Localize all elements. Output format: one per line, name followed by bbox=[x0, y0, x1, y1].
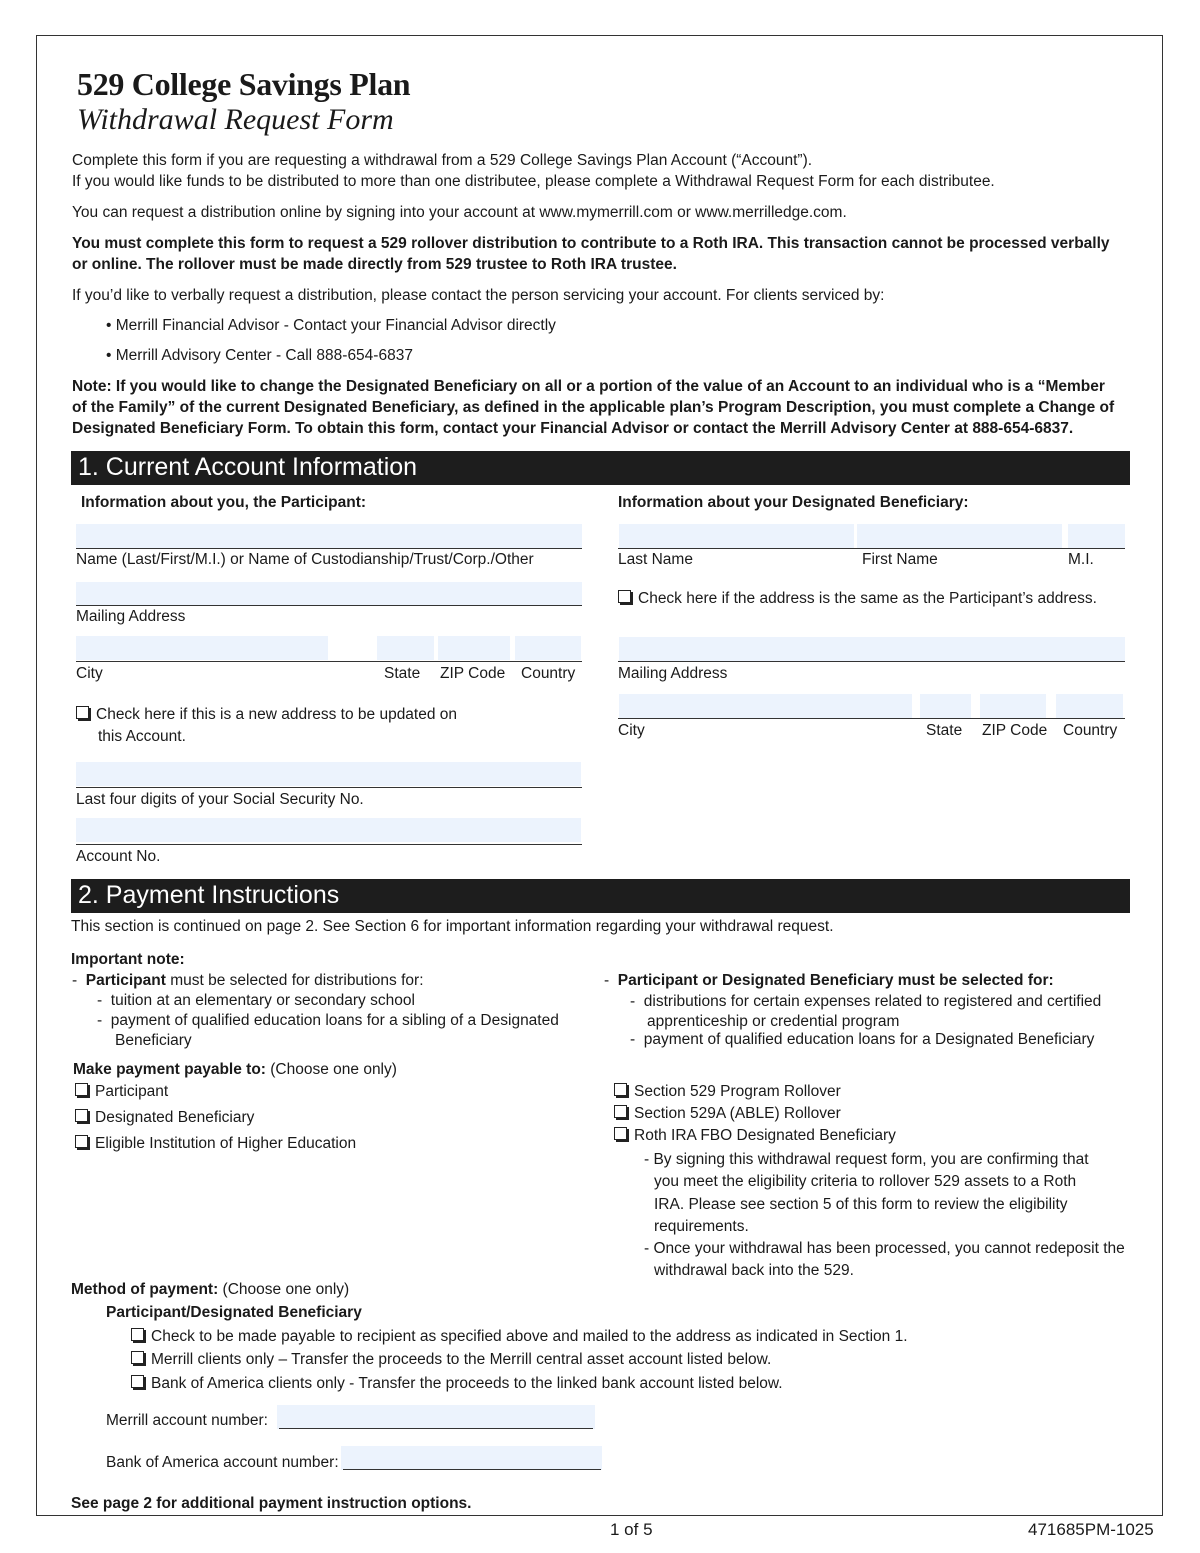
method-subheading: Participant/Designated Beneficiary bbox=[106, 1304, 362, 1321]
ssn-last-four-input[interactable] bbox=[76, 762, 581, 786]
section-1-heading: 1. Current Account Information bbox=[71, 451, 1130, 485]
merrill-account-label: Merrill account number: bbox=[106, 1412, 268, 1429]
intro-paragraph-4: If you’d like to verbally request a distribution, please contact the person servicing your account. For clients serviced by: bbox=[72, 287, 885, 304]
intro-paragraph-1: Complete this form if you are requesting a withdrawal from a 529 College Savings Plan Account (“Account”). If you would like funds to be distributed to more than one distributee, please complete a Withdrawal Request Form for each distributee. bbox=[72, 152, 995, 190]
payable-option-roth-ira: Roth IRA FBO Designated Beneficiary bbox=[614, 1127, 896, 1145]
beneficiary-first-name-input[interactable] bbox=[857, 524, 1062, 548]
section-2-continued-note: This section is continued on page 2. See Section 6 for important information regarding your withdrawal request. bbox=[71, 918, 834, 935]
new-address-option: Check here if this is a new address to be updated on this Account. bbox=[76, 704, 457, 748]
roth-ira-eligibility-note: - By signing this withdrawal request form, you are confirming that you meet the eligibility criteria to rollover 529 assets to a Roth IRA. Please see section 5 of this form to review the eligibility requirements. - Once your withdrawal has been processed, you cannot redeposit the withdrawal back into the 529. bbox=[644, 1151, 1125, 1280]
payable-participant-checkbox[interactable] bbox=[75, 1083, 88, 1096]
participant-name-input[interactable] bbox=[76, 524, 582, 548]
page-number: 1 of 5 bbox=[610, 1520, 653, 1539]
beneficiary-mailing-address-label: Mailing Address bbox=[618, 665, 728, 682]
participant-state-input[interactable] bbox=[377, 636, 434, 660]
payable-to-heading: Make payment payable to: (Choose one only) bbox=[73, 1061, 397, 1078]
payable-option-beneficiary: Designated Beneficiary bbox=[75, 1109, 254, 1127]
participant-state-label: State bbox=[384, 665, 421, 682]
method-option-boa: Bank of America clients only - Transfer the proceeds to the linked bank account listed below. bbox=[131, 1375, 783, 1393]
participant-zip-label: ZIP Code bbox=[440, 665, 506, 682]
payable-option-participant: Participant bbox=[75, 1083, 168, 1101]
bullet-advisory-center: • Merrill Advisory Center - Call 888-654-6837 bbox=[106, 347, 413, 364]
form-subtitle: Withdrawal Request Form bbox=[77, 103, 394, 136]
same-address-checkbox[interactable] bbox=[618, 590, 631, 603]
method-merrill-checkbox[interactable] bbox=[131, 1351, 144, 1364]
method-option-merrill: Merrill clients only – Transfer the proceeds to the Merrill central asset account listed below. bbox=[131, 1351, 771, 1369]
intro-paragraph-2: You can request a distribution online by signing into your account at www.mymerrill.com or www.merrilledge.com. bbox=[72, 204, 847, 221]
beneficiary-change-note: Note: If you would like to change the Designated Beneficiary on all or a portion of the value of an Account to an individual who is a “Member of the Family” of the current Designated Beneficiary, as defined in the applicable plan’s Program Description, you must complete a Change of Designated Beneficiary Form. To obtain this form, contact your Financial Advisor or contact the Merrill Advisory Center at 888-654-6837. bbox=[72, 378, 1115, 437]
beneficiary-heading: Information about your Designated Beneficiary: bbox=[618, 494, 969, 511]
participant-required-note: - Participant must be selected for distributions for: bbox=[72, 972, 424, 989]
participant-note-item-2: - payment of qualified education loans for a sibling of a Designated Beneficiary bbox=[97, 1012, 559, 1049]
account-number-input[interactable] bbox=[76, 818, 581, 842]
see-page-2-note: See page 2 for additional payment instruction options. bbox=[71, 1495, 472, 1512]
beneficiary-mi-label: M.I. bbox=[1068, 551, 1094, 568]
beneficiary-zip-label: ZIP Code bbox=[982, 722, 1048, 739]
payable-option-529-rollover: Section 529 Program Rollover bbox=[614, 1083, 841, 1101]
beneficiary-country-label: Country bbox=[1063, 722, 1118, 739]
payable-beneficiary-checkbox[interactable] bbox=[75, 1109, 88, 1122]
beneficiary-city-input[interactable] bbox=[619, 694, 912, 718]
participant-mailing-address-input[interactable] bbox=[76, 582, 582, 606]
beneficiary-state-input[interactable] bbox=[920, 694, 971, 718]
participant-name-label: Name (Last/First/M.I.) or Name of Custodianship/Trust/Corp./Other bbox=[76, 551, 534, 568]
form-code: 471685PM-1025 bbox=[1028, 1520, 1154, 1539]
method-boa-checkbox[interactable] bbox=[131, 1375, 144, 1388]
beneficiary-note-item-1: - distributions for certain expenses related to registered and certified apprenticeship or credential program bbox=[630, 993, 1102, 1030]
participant-country-input[interactable] bbox=[515, 636, 581, 660]
beneficiary-last-name-input[interactable] bbox=[619, 524, 854, 548]
payable-529-rollover-checkbox[interactable] bbox=[614, 1083, 627, 1096]
ssn-last-four-label: Last four digits of your Social Security No. bbox=[76, 791, 364, 808]
participant-country-label: Country bbox=[521, 665, 576, 682]
beneficiary-last-name-label: Last Name bbox=[618, 551, 693, 568]
section-2-heading: 2. Payment Instructions bbox=[71, 879, 1130, 913]
beneficiary-note-item-2: - payment of qualified education loans for a Designated Beneficiary bbox=[630, 1031, 1095, 1048]
beneficiary-city-label: City bbox=[618, 722, 645, 739]
boa-account-input[interactable] bbox=[341, 1446, 602, 1470]
bullet-financial-advisor: • Merrill Financial Advisor - Contact your Financial Advisor directly bbox=[106, 317, 556, 334]
beneficiary-first-name-label: First Name bbox=[862, 551, 938, 568]
participant-city-label: City bbox=[76, 665, 103, 682]
participant-zip-input[interactable] bbox=[438, 636, 510, 660]
beneficiary-zip-input[interactable] bbox=[980, 694, 1046, 718]
form-title: 529 College Savings Plan bbox=[77, 66, 411, 102]
participant-city-input[interactable] bbox=[76, 636, 328, 660]
method-option-check: Check to be made payable to recipient as specified above and mailed to the address as indicated in Section 1. bbox=[131, 1328, 908, 1346]
participant-mailing-address-label: Mailing Address bbox=[76, 608, 186, 625]
method-of-payment-heading: Method of payment: (Choose one only) bbox=[71, 1281, 350, 1298]
payable-institution-checkbox[interactable] bbox=[75, 1135, 88, 1148]
merrill-account-input[interactable] bbox=[277, 1405, 595, 1429]
method-check-checkbox[interactable] bbox=[131, 1328, 144, 1341]
payable-option-institution: Eligible Institution of Higher Education bbox=[75, 1135, 356, 1153]
rollover-notice: You must complete this form to request a 529 rollover distribution to contribute to a Roth IRA. This transaction cannot be processed verbally or online. The rollover must be made directly from 529 trustee to Roth IRA trustee. bbox=[72, 235, 1110, 273]
important-note-heading: Important note: bbox=[71, 951, 185, 968]
beneficiary-mi-input[interactable] bbox=[1068, 524, 1125, 548]
payable-able-rollover-checkbox[interactable] bbox=[614, 1105, 627, 1118]
participant-note-item-1: - tuition at an elementary or secondary school bbox=[97, 992, 415, 1009]
boa-account-label: Bank of America account number: bbox=[106, 1454, 339, 1471]
beneficiary-country-input[interactable] bbox=[1056, 694, 1123, 718]
payable-roth-ira-checkbox[interactable] bbox=[614, 1127, 627, 1140]
participant-heading: Information about you, the Participant: bbox=[81, 494, 367, 511]
same-address-option: Check here if the address is the same as the Participant’s address. bbox=[618, 590, 1097, 608]
new-address-checkbox[interactable] bbox=[76, 706, 89, 719]
payable-option-able-rollover: Section 529A (ABLE) Rollover bbox=[614, 1105, 841, 1123]
beneficiary-mailing-address-input[interactable] bbox=[619, 637, 1125, 661]
account-number-label: Account No. bbox=[76, 848, 161, 865]
participant-or-beneficiary-note: - Participant or Designated Beneficiary must be selected for: bbox=[604, 972, 1054, 989]
beneficiary-state-label: State bbox=[926, 722, 963, 739]
